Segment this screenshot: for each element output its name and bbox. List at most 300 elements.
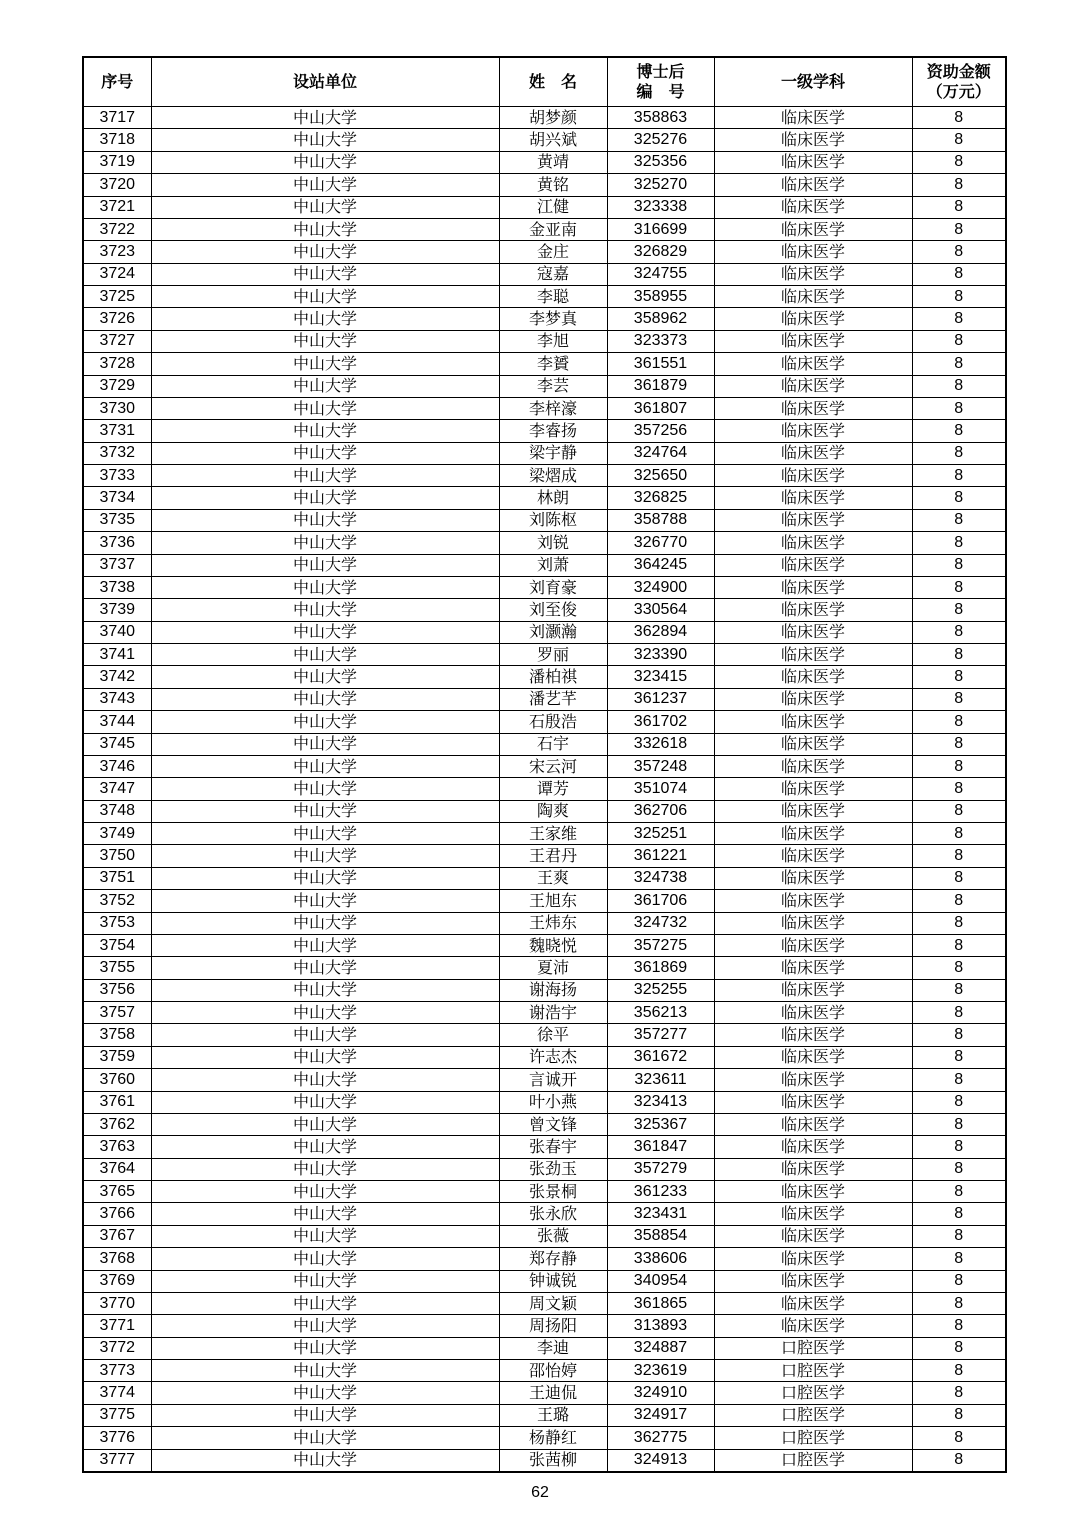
table-row	[83, 1136, 1006, 1158]
name-cell: 王爽	[499, 867, 607, 889]
amount-cell: 8	[912, 599, 1006, 621]
name-cell: 李睿扬	[499, 420, 607, 442]
name-cell: 金庄	[499, 241, 607, 263]
amount-cell: 8	[912, 1024, 1006, 1046]
amount-cell: 8	[912, 1113, 1006, 1135]
discipline-cell: 临床医学	[714, 800, 912, 822]
postdoc-id-cell: 362894	[607, 621, 714, 643]
table-row	[83, 755, 1006, 777]
name-cell: 周扬阳	[499, 1315, 607, 1337]
table-row	[83, 823, 1006, 845]
postdoc-id-cell: 326825	[607, 487, 714, 509]
name-cell: 刘锐	[499, 532, 607, 554]
postdoc-id-cell: 338606	[607, 1248, 714, 1270]
name-cell: 李迪	[499, 1337, 607, 1359]
discipline-cell: 临床医学	[714, 420, 912, 442]
postdoc-id-cell: 357256	[607, 420, 714, 442]
discipline-cell: 临床医学	[714, 465, 912, 487]
header-index: 序号	[83, 57, 151, 107]
unit-cell: 中山大学	[151, 733, 499, 755]
index-cell: 3741	[83, 644, 151, 666]
amount-cell: 8	[912, 330, 1006, 352]
name-cell: 王旭东	[499, 890, 607, 912]
discipline-cell: 临床医学	[714, 1270, 912, 1292]
table-row	[83, 397, 1006, 419]
discipline-cell: 临床医学	[714, 890, 912, 912]
unit-cell: 中山大学	[151, 465, 499, 487]
postdoc-id-cell: 362775	[607, 1427, 714, 1449]
index-cell: 3754	[83, 934, 151, 956]
table-row	[83, 420, 1006, 442]
index-cell: 3747	[83, 778, 151, 800]
index-cell: 3750	[83, 845, 151, 867]
discipline-cell: 口腔医学	[714, 1360, 912, 1382]
name-cell: 邵怡婷	[499, 1360, 607, 1382]
header-amount	[912, 57, 1006, 107]
name-cell: 黄铭	[499, 174, 607, 196]
amount-cell: 8	[912, 1069, 1006, 1091]
index-cell: 3764	[83, 1158, 151, 1180]
page-number: 62	[531, 1484, 549, 1501]
name-cell: 魏晓悦	[499, 934, 607, 956]
amount-cell: 8	[912, 733, 1006, 755]
index-cell: 3753	[83, 912, 151, 934]
unit-cell: 中山大学	[151, 1248, 499, 1270]
unit-cell: 中山大学	[151, 1270, 499, 1292]
table-row	[83, 688, 1006, 710]
postdoc-id-cell: 330564	[607, 599, 714, 621]
unit-cell: 中山大学	[151, 1046, 499, 1068]
table-row	[83, 1024, 1006, 1046]
table-row	[83, 151, 1006, 173]
table-row	[83, 330, 1006, 352]
unit-cell: 中山大学	[151, 397, 499, 419]
table-row	[83, 912, 1006, 934]
postdoc-id-cell: 358955	[607, 286, 714, 308]
name-cell: 金亚南	[499, 218, 607, 240]
header-row	[83, 57, 1006, 107]
amount-cell: 8	[912, 867, 1006, 889]
postdoc-id-cell: 361879	[607, 375, 714, 397]
index-cell: 3740	[83, 621, 151, 643]
unit-cell: 中山大学	[151, 1136, 499, 1158]
amount-cell: 8	[912, 957, 1006, 979]
amount-cell: 8	[912, 397, 1006, 419]
postdoc-id-cell: 324755	[607, 263, 714, 285]
unit-cell: 中山大学	[151, 890, 499, 912]
name-cell: 言诚开	[499, 1069, 607, 1091]
name-cell: 寇嘉	[499, 263, 607, 285]
discipline-cell: 口腔医学	[714, 1427, 912, 1449]
index-cell: 3775	[83, 1404, 151, 1426]
index-cell: 3730	[83, 397, 151, 419]
amount-cell: 8	[912, 1158, 1006, 1180]
table-row	[83, 532, 1006, 554]
name-cell: 张薇	[499, 1225, 607, 1247]
table-row	[83, 286, 1006, 308]
discipline-cell: 临床医学	[714, 688, 912, 710]
unit-cell: 中山大学	[151, 487, 499, 509]
discipline-cell: 临床医学	[714, 151, 912, 173]
unit-cell: 中山大学	[151, 1225, 499, 1247]
postdoc-id-cell: 357279	[607, 1158, 714, 1180]
name-cell: 梁熠成	[499, 465, 607, 487]
table-row	[83, 867, 1006, 889]
amount-cell: 8	[912, 1181, 1006, 1203]
index-cell: 3760	[83, 1069, 151, 1091]
discipline-cell: 临床医学	[714, 286, 912, 308]
unit-cell: 中山大学	[151, 912, 499, 934]
name-cell: 李聪	[499, 286, 607, 308]
unit-cell: 中山大学	[151, 129, 499, 151]
discipline-cell: 临床医学	[714, 218, 912, 240]
discipline-cell: 临床医学	[714, 912, 912, 934]
unit-cell: 中山大学	[151, 800, 499, 822]
name-cell: 石宇	[499, 733, 607, 755]
unit-cell: 中山大学	[151, 218, 499, 240]
amount-cell: 8	[912, 509, 1006, 531]
index-cell: 3737	[83, 554, 151, 576]
postdoc-id-cell: 323415	[607, 666, 714, 688]
amount-cell: 8	[912, 666, 1006, 688]
name-cell: 林朗	[499, 487, 607, 509]
index-cell: 3773	[83, 1360, 151, 1382]
table-row	[83, 890, 1006, 912]
discipline-cell: 临床医学	[714, 1315, 912, 1337]
unit-cell: 中山大学	[151, 823, 499, 845]
postdoc-id-cell: 361233	[607, 1181, 714, 1203]
postdoc-id-cell: 357275	[607, 934, 714, 956]
discipline-cell: 临床医学	[714, 979, 912, 1001]
index-cell: 3743	[83, 688, 151, 710]
postdoc-id-cell: 323338	[607, 196, 714, 218]
postdoc-id-cell: 323413	[607, 1091, 714, 1113]
discipline-cell: 临床医学	[714, 711, 912, 733]
postdoc-id-cell: 325255	[607, 979, 714, 1001]
index-cell: 3758	[83, 1024, 151, 1046]
unit-cell: 中山大学	[151, 532, 499, 554]
index-cell: 3732	[83, 442, 151, 464]
table-row	[83, 129, 1006, 151]
index-cell: 3736	[83, 532, 151, 554]
postdoc-id-cell: 325276	[607, 129, 714, 151]
amount-cell: 8	[912, 912, 1006, 934]
name-cell: 胡兴斌	[499, 129, 607, 151]
name-cell: 谢海扬	[499, 979, 607, 1001]
discipline-cell: 临床医学	[714, 1046, 912, 1068]
table-row	[83, 1158, 1006, 1180]
index-cell: 3724	[83, 263, 151, 285]
amount-cell: 8	[912, 554, 1006, 576]
table-row	[83, 666, 1006, 688]
index-cell: 3720	[83, 174, 151, 196]
table-row	[83, 1427, 1006, 1449]
unit-cell: 中山大学	[151, 308, 499, 330]
postdoc-id-cell: 361865	[607, 1292, 714, 1314]
amount-cell: 8	[912, 823, 1006, 845]
discipline-cell: 临床医学	[714, 823, 912, 845]
postdoc-id-cell: 323373	[607, 330, 714, 352]
index-cell: 3763	[83, 1136, 151, 1158]
amount-cell: 8	[912, 711, 1006, 733]
table-header	[83, 57, 1006, 107]
amount-cell: 8	[912, 621, 1006, 643]
amount-cell: 8	[912, 420, 1006, 442]
header-name: 姓 名	[499, 57, 607, 107]
unit-cell: 中山大学	[151, 1203, 499, 1225]
table-row	[83, 487, 1006, 509]
amount-cell: 8	[912, 1382, 1006, 1404]
table-row	[83, 107, 1006, 129]
unit-cell: 中山大学	[151, 934, 499, 956]
postdoc-id-cell: 358854	[607, 1225, 714, 1247]
index-cell: 3745	[83, 733, 151, 755]
amount-cell: 8	[912, 1002, 1006, 1024]
discipline-cell: 临床医学	[714, 174, 912, 196]
unit-cell: 中山大学	[151, 957, 499, 979]
table-row	[83, 957, 1006, 979]
header-postdoc-id	[607, 57, 714, 107]
header-unit: 设站单位	[151, 57, 499, 107]
discipline-cell: 临床医学	[714, 196, 912, 218]
unit-cell: 中山大学	[151, 1292, 499, 1314]
index-cell: 3748	[83, 800, 151, 822]
name-cell: 王君丹	[499, 845, 607, 867]
header-postdoc-id-line2: 编 号	[636, 82, 685, 101]
table-row	[83, 1002, 1006, 1024]
index-cell: 3771	[83, 1315, 151, 1337]
table-row	[83, 621, 1006, 643]
discipline-cell: 临床医学	[714, 666, 912, 688]
unit-cell: 中山大学	[151, 151, 499, 173]
index-cell: 3761	[83, 1091, 151, 1113]
index-cell: 3756	[83, 979, 151, 1001]
index-cell: 3765	[83, 1181, 151, 1203]
index-cell: 3738	[83, 576, 151, 598]
table-row	[83, 711, 1006, 733]
amount-cell: 8	[912, 1404, 1006, 1426]
amount-cell: 8	[912, 934, 1006, 956]
name-cell: 江健	[499, 196, 607, 218]
table-row	[83, 979, 1006, 1001]
amount-cell: 8	[912, 890, 1006, 912]
table-row	[83, 1404, 1006, 1426]
table-row	[83, 442, 1006, 464]
postdoc-id-cell: 313893	[607, 1315, 714, 1337]
postdoc-id-cell: 361551	[607, 353, 714, 375]
unit-cell: 中山大学	[151, 979, 499, 1001]
index-cell: 3718	[83, 129, 151, 151]
index-cell: 3733	[83, 465, 151, 487]
name-cell: 徐平	[499, 1024, 607, 1046]
name-cell: 张茜柳	[499, 1449, 607, 1472]
postdoc-id-cell: 324900	[607, 576, 714, 598]
table-body	[83, 107, 1006, 1472]
index-cell: 3722	[83, 218, 151, 240]
unit-cell: 中山大学	[151, 1360, 499, 1382]
unit-cell: 中山大学	[151, 711, 499, 733]
name-cell: 谭芳	[499, 778, 607, 800]
table-row	[83, 845, 1006, 867]
unit-cell: 中山大学	[151, 1091, 499, 1113]
unit-cell: 中山大学	[151, 1382, 499, 1404]
postdoc-id-cell: 324917	[607, 1404, 714, 1426]
table-row	[83, 778, 1006, 800]
discipline-cell: 临床医学	[714, 1091, 912, 1113]
unit-cell: 中山大学	[151, 107, 499, 129]
table-row	[83, 1270, 1006, 1292]
table-row	[83, 1337, 1006, 1359]
postdoc-id-cell: 316699	[607, 218, 714, 240]
table-row	[83, 1449, 1006, 1472]
name-cell: 梁宇静	[499, 442, 607, 464]
index-cell: 3728	[83, 353, 151, 375]
index-cell: 3735	[83, 509, 151, 531]
name-cell: 王迪侃	[499, 1382, 607, 1404]
unit-cell: 中山大学	[151, 196, 499, 218]
amount-cell: 8	[912, 196, 1006, 218]
amount-cell: 8	[912, 532, 1006, 554]
unit-cell: 中山大学	[151, 1024, 499, 1046]
table-row	[83, 375, 1006, 397]
amount-cell: 8	[912, 129, 1006, 151]
header-amount-line1: 资助金额	[926, 62, 991, 81]
index-cell: 3766	[83, 1203, 151, 1225]
name-cell: 李旭	[499, 330, 607, 352]
amount-cell: 8	[912, 1203, 1006, 1225]
unit-cell: 中山大学	[151, 375, 499, 397]
discipline-cell: 临床医学	[714, 308, 912, 330]
amount-cell: 8	[912, 1091, 1006, 1113]
discipline-cell: 临床医学	[714, 576, 912, 598]
unit-cell: 中山大学	[151, 509, 499, 531]
name-cell: 陶爽	[499, 800, 607, 822]
name-cell: 曾文锋	[499, 1113, 607, 1135]
name-cell: 刘萧	[499, 554, 607, 576]
discipline-cell: 临床医学	[714, 1158, 912, 1180]
unit-cell: 中山大学	[151, 1069, 499, 1091]
unit-cell: 中山大学	[151, 1002, 499, 1024]
name-cell: 刘育豪	[499, 576, 607, 598]
amount-cell: 8	[912, 442, 1006, 464]
index-cell: 3776	[83, 1427, 151, 1449]
discipline-cell: 临床医学	[714, 1069, 912, 1091]
postdoc-id-cell: 323390	[607, 644, 714, 666]
index-cell: 3726	[83, 308, 151, 330]
discipline-cell: 临床医学	[714, 1113, 912, 1135]
unit-cell: 中山大学	[151, 263, 499, 285]
index-cell: 3727	[83, 330, 151, 352]
discipline-cell: 临床医学	[714, 1225, 912, 1247]
unit-cell: 中山大学	[151, 1315, 499, 1337]
postdoc-id-cell: 358863	[607, 107, 714, 129]
name-cell: 钟诚锐	[499, 1270, 607, 1292]
discipline-cell: 临床医学	[714, 1136, 912, 1158]
postdoc-id-cell: 325251	[607, 823, 714, 845]
amount-cell: 8	[912, 1337, 1006, 1359]
postdoc-id-cell: 332618	[607, 733, 714, 755]
amount-cell: 8	[912, 1292, 1006, 1314]
postdoc-id-cell: 340954	[607, 1270, 714, 1292]
name-cell: 周文颖	[499, 1292, 607, 1314]
discipline-cell: 临床医学	[714, 129, 912, 151]
table-row	[83, 733, 1006, 755]
discipline-cell: 临床医学	[714, 733, 912, 755]
postdoc-id-cell: 325367	[607, 1113, 714, 1135]
postdoc-id-cell: 361807	[607, 397, 714, 419]
index-cell: 3768	[83, 1248, 151, 1270]
table-row	[83, 1091, 1006, 1113]
postdoc-id-cell: 325650	[607, 465, 714, 487]
postdoc-id-cell: 324738	[607, 867, 714, 889]
discipline-cell: 临床医学	[714, 621, 912, 643]
postdoc-id-cell: 361847	[607, 1136, 714, 1158]
header-amount-line2: （万元）	[926, 82, 991, 101]
index-cell: 3774	[83, 1382, 151, 1404]
amount-cell: 8	[912, 241, 1006, 263]
discipline-cell: 临床医学	[714, 778, 912, 800]
postdoc-id-cell: 324910	[607, 1382, 714, 1404]
name-cell: 王炜东	[499, 912, 607, 934]
postdoc-id-cell: 358962	[607, 308, 714, 330]
table-row	[83, 1181, 1006, 1203]
amount-cell: 8	[912, 576, 1006, 598]
postdoc-id-cell: 323611	[607, 1069, 714, 1091]
amount-cell: 8	[912, 1046, 1006, 1068]
index-cell: 3777	[83, 1449, 151, 1472]
unit-cell: 中山大学	[151, 621, 499, 643]
index-cell: 3762	[83, 1113, 151, 1135]
index-cell: 3769	[83, 1270, 151, 1292]
index-cell: 3731	[83, 420, 151, 442]
discipline-cell: 口腔医学	[714, 1404, 912, 1426]
postdoc-id-cell: 325270	[607, 174, 714, 196]
index-cell: 3739	[83, 599, 151, 621]
postdoc-id-cell: 324764	[607, 442, 714, 464]
discipline-cell: 临床医学	[714, 107, 912, 129]
index-cell: 3744	[83, 711, 151, 733]
amount-cell: 8	[912, 1136, 1006, 1158]
postdoc-id-cell: 361221	[607, 845, 714, 867]
index-cell: 3719	[83, 151, 151, 173]
amount-cell: 8	[912, 151, 1006, 173]
discipline-cell: 口腔医学	[714, 1382, 912, 1404]
name-cell: 郑存静	[499, 1248, 607, 1270]
header-discipline: 一级学科	[714, 57, 912, 107]
unit-cell: 中山大学	[151, 688, 499, 710]
index-cell: 3721	[83, 196, 151, 218]
amount-cell: 8	[912, 286, 1006, 308]
table-row	[83, 576, 1006, 598]
index-cell: 3746	[83, 755, 151, 777]
postdoc-id-cell: 361702	[607, 711, 714, 733]
amount-cell: 8	[912, 1315, 1006, 1337]
discipline-cell: 临床医学	[714, 263, 912, 285]
index-cell: 3759	[83, 1046, 151, 1068]
unit-cell: 中山大学	[151, 554, 499, 576]
amount-cell: 8	[912, 845, 1006, 867]
index-cell: 3772	[83, 1337, 151, 1359]
discipline-cell: 临床医学	[714, 934, 912, 956]
unit-cell: 中山大学	[151, 1113, 499, 1135]
index-cell: 3749	[83, 823, 151, 845]
unit-cell: 中山大学	[151, 778, 499, 800]
name-cell: 张春宇	[499, 1136, 607, 1158]
postdoc-id-cell: 357248	[607, 755, 714, 777]
postdoc-id-cell: 326770	[607, 532, 714, 554]
index-cell: 3742	[83, 666, 151, 688]
discipline-cell: 临床医学	[714, 397, 912, 419]
